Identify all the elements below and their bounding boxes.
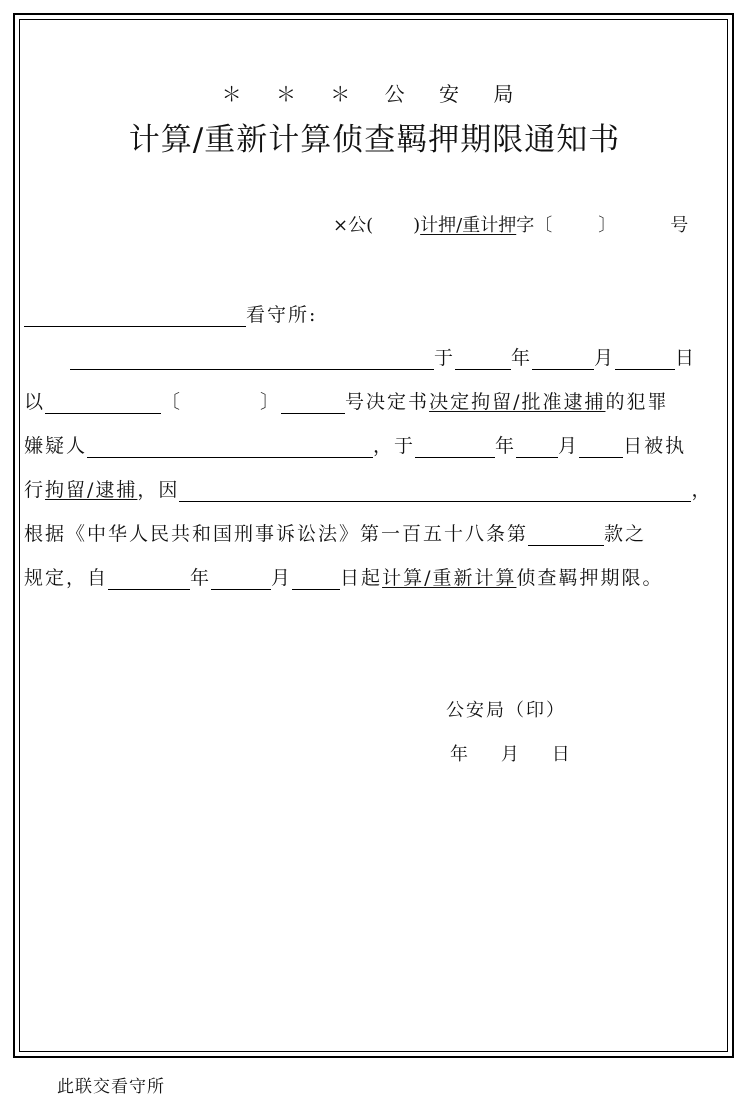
footer-note: 此联交看守所 xyxy=(57,1077,165,1097)
clause-blank[interactable] xyxy=(528,525,604,546)
body-line-5 xyxy=(24,519,646,546)
agency-name: ＊ ＊ ＊ 公 安 局 xyxy=(221,82,528,106)
month-blank-3[interactable] xyxy=(211,569,271,590)
text-yue: 月 xyxy=(594,347,616,369)
text-limit: 侦查羁押期限。 xyxy=(516,567,664,589)
text-xing: 行 xyxy=(24,479,46,501)
decision-type: 决定拘留/批准逮捕 xyxy=(429,391,606,413)
text-xianyiren: 嫌疑人 xyxy=(24,435,88,457)
text-ri-qi: 日起 xyxy=(340,567,383,589)
year-blank-3[interactable] xyxy=(108,569,190,590)
calc-type: 计算/重新计算 xyxy=(382,567,517,589)
text-comma-yu: ，于 xyxy=(373,435,416,457)
text-end-comma: ， xyxy=(691,479,713,501)
day-blank-2[interactable] xyxy=(579,437,623,458)
doc-number-prefix: ×公( xyxy=(333,215,374,236)
text-bei-zhi: 日被执 xyxy=(623,435,687,457)
body-line-1 xyxy=(24,343,696,370)
text-ri: 日 xyxy=(675,347,697,369)
document-number xyxy=(333,211,688,237)
doc-number-bracket-open: 字〔 xyxy=(516,215,553,236)
month-blank-1[interactable] xyxy=(532,349,594,370)
doc-number-bracket-close: 〕 xyxy=(598,215,617,236)
detain-type: 拘留/逮捕 xyxy=(45,479,138,501)
month-blank-2[interactable] xyxy=(516,437,558,458)
recipient-blank[interactable] xyxy=(24,306,246,327)
text-nian: 年 xyxy=(495,435,517,457)
text-hao-decision: 号决定书 xyxy=(345,391,430,413)
text-de-fanzui: 的犯罪 xyxy=(605,391,669,413)
year-blank-1[interactable] xyxy=(455,349,511,370)
recipient-label: 看守所: xyxy=(246,304,318,326)
text-nian: 年 xyxy=(190,567,212,589)
recipient-line xyxy=(24,300,317,327)
decision-number-blank[interactable] xyxy=(281,393,345,414)
text-kuan-zhi: 款之 xyxy=(604,523,647,545)
doc-number-mid: ) xyxy=(413,215,421,236)
text-nian: 年 xyxy=(511,347,533,369)
body-line-6 xyxy=(24,563,663,590)
doc-number-type: 计押/重计押 xyxy=(420,215,517,236)
decision-blank[interactable] xyxy=(45,393,161,414)
law-reference: 根据《中华人民共和国刑事诉讼法》第一百五十八条第 xyxy=(24,523,529,545)
text-yue: 月 xyxy=(271,567,293,589)
signature-date: 年 月 日 xyxy=(450,744,572,765)
text-yue: 月 xyxy=(558,435,580,457)
text-yin: ，因 xyxy=(137,479,180,501)
seal-label: 公安局（印） xyxy=(446,700,566,721)
suspect-name-blank[interactable] xyxy=(87,437,373,458)
body-line-2 xyxy=(24,387,668,414)
year-blank-2[interactable] xyxy=(415,437,495,458)
document-title: 计算/重新计算侦查羁押期限通知书 xyxy=(128,122,621,158)
decision-bracket-open: 〔 xyxy=(161,391,183,413)
body-line-4 xyxy=(24,475,712,502)
doc-number-hao: 号 xyxy=(670,215,689,236)
reason-blank[interactable] xyxy=(179,481,691,502)
text-yu: 于 xyxy=(434,347,456,369)
suspect-blank-1[interactable] xyxy=(70,349,434,370)
text-yi: 以 xyxy=(24,391,46,413)
text-guiding: 规定，自 xyxy=(24,567,109,589)
day-blank-1[interactable] xyxy=(615,349,675,370)
decision-bracket-close: 〕 xyxy=(260,391,282,413)
body-line-3 xyxy=(24,431,686,458)
day-blank-3[interactable] xyxy=(292,569,340,590)
